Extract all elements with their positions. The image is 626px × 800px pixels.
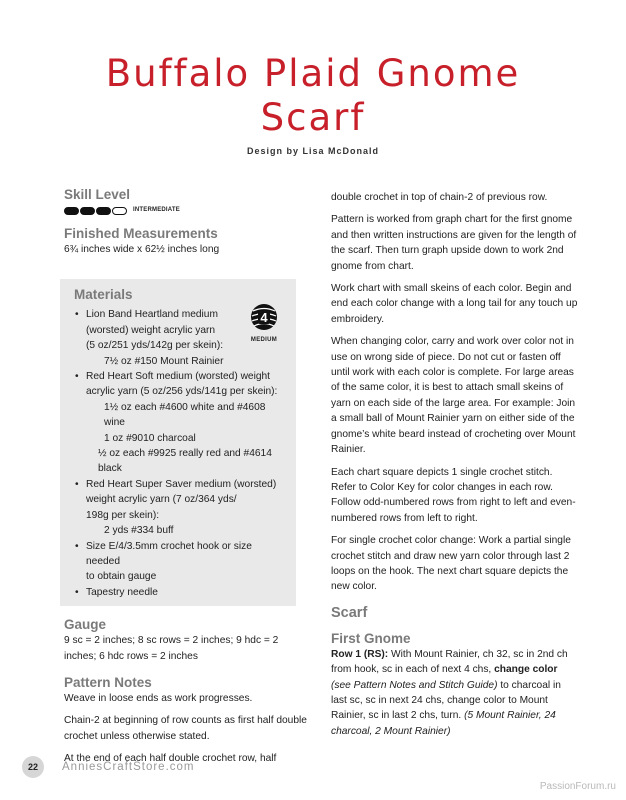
title-line-1: Buffalo Plaid Gnome [105,52,521,95]
skill-level-label: INTERMEDIATE [133,207,180,214]
page-title [0,52,626,140]
byline: Design by Lisa McDonald [246,146,380,156]
watermark: PassionForum.ru [539,781,616,792]
site-url: AnniesCraftStore.com [62,761,195,773]
row-1-instructions: Row 1 (RS): With Mount Rainier, ch 32, sc in 2nd ch from hook, sc in each of next 4 chs, change color (see Pattern Notes and Stitch Guide) to charcoal in last sc, sc in next 24 chs, change color to Mount Rainier, sc in last 2 chs, turn. (5 Mount Rainier, 24 charcoal, 2 Mount Rainier) [331,648,568,737]
pattern-note: Chain-2 at beginning of row counts as first half double crochet unless otherwise stated. [64,715,307,742]
finished-measurements-heading: Finished Measurements [64,226,218,241]
materials-list [74,307,288,600]
finished-measurements-text: 6¾ inches wide x 62½ inches long [64,244,220,255]
materials-item: • Red Heart Super Saver medium (worsted) weight acrylic yarn (7 oz/364 yds/ 198g per skein): 2 yds #334 buff [74,477,288,539]
skill-bar [64,207,79,215]
pattern-note: At the end of each half double crochet row, half [64,753,277,765]
skill-level-indicator [64,205,310,217]
skill-bar [80,207,95,215]
body-paragraph: Each chart square depicts 1 single crochet stitch. Refer to Color Key for color changes in each row. Follow odd-numbered rows from right to left and even-numbered rows from left to right. [331,466,576,524]
gauge-text: 9 sc = 2 inches; 8 sc rows = 2 inches; 9 hdc = 2 inches; 6 hdc rows = 2 inches [64,635,279,662]
gauge-heading: Gauge [64,617,107,633]
materials-heading: Materials [74,287,133,303]
pattern-note: Weave in loose ends as work progresses. [64,692,253,704]
change-color-term: change color [494,664,558,676]
first-gnome-heading: First Gnome [331,630,411,646]
pattern-notes-heading: Pattern Notes [64,674,152,690]
skill-bar [96,207,111,215]
see-notes-reference: (see Pattern Notes and Stitch Guide) [331,679,498,691]
right-column [331,190,579,746]
materials-item: • Red Heart Soft medium (worsted) weight acrylic yarn (5 oz/256 yds/141g per skein): 1½ oz each #4600 white and #4608 wine 1 oz #9010 charcoal ½ oz each #9925 really red and #4614 black [74,369,288,477]
skill-bar-empty [112,207,127,215]
page-number: 22 [22,756,44,778]
materials-item: • Tapestry needle [74,585,288,600]
title-line-2: Scarf [260,96,366,139]
scarf-heading: Scarf [331,604,368,621]
row-1-label: Row 1 (RS): [331,648,389,660]
body-paragraph: double crochet in top of chain-2 of previous row. [331,192,548,203]
page-footer [22,756,195,778]
materials-box [60,279,296,606]
yarn-weight-label: MEDIUM [250,337,278,344]
body-paragraph: For single crochet color change: Work a partial single crochet stitch and draw new yarn color through last 2 loops on the hook. The next chart square depicts the new color. [331,535,571,593]
stitch-count: (5 Mount Rainier, 24 charcoal, 2 Mount Rainier) [331,710,556,737]
yarn-weight-number: 4 [260,310,268,326]
materials-item: • Size E/4/3.5mm crochet hook or size needed to obtain gauge [74,539,288,585]
materials-item: • Lion Band Heartland medium (worsted) weight acrylic yarn (5 oz/251 yds/142g per skein): 7½ oz #150 Mount Rainier [74,307,288,369]
body-paragraph: Work chart with small skeins of each color. Begin and end each color change with a long tail for any touch up embroidery. [331,283,578,325]
body-paragraph: Pattern is worked from graph chart for the first gnome and then written instructions are given for the length of the scarf. Then turn graph upside down to work 2nd gnome from chart. [331,214,577,272]
skill-level-heading: Skill Level [64,187,131,202]
left-column [64,186,310,774]
body-paragraph: When changing color, carry and work over color not in use on wrong side of piece. Do not cut or fasten off until work with each color is complete. For large areas of the same color, it is best to attach small skeins of yarn on each side of the large area. For example: Join a small ball of Mount Rainier yarn on either side of the gnome’s white beard instead of crocheting over Mount Rainier. [331,336,576,456]
